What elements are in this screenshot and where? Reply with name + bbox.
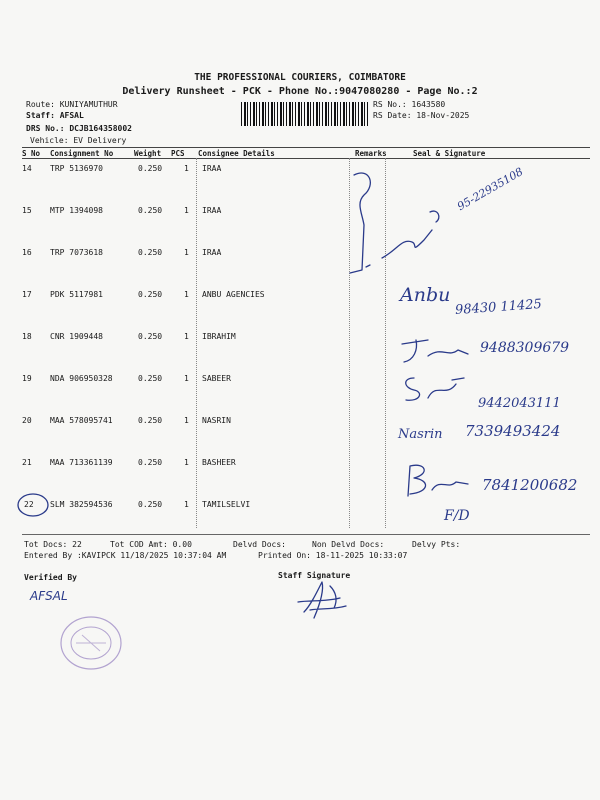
row-22-consignment: SLM 382594536: [50, 500, 113, 509]
row-18-pcs: 1: [184, 332, 189, 341]
row-20-weight: 0.250: [138, 416, 163, 425]
col-sno: S No: [22, 149, 41, 158]
col-consignment: Consignment No: [50, 149, 114, 158]
row-21-pcs: 1: [184, 458, 189, 467]
drs-number: DRS No.: DCJB164358002: [26, 124, 132, 133]
delivery-points: Delvy Pts:: [412, 540, 461, 549]
row-18-consignee: IBRAHIM: [202, 332, 236, 341]
column-divider: [196, 158, 197, 528]
verifier-handwritten: AFSAL: [30, 589, 68, 603]
handwritten-phone-20: 7339493424: [465, 422, 561, 440]
row-16-consignee: IRAA: [202, 248, 222, 257]
row-16-weight: 0.250: [138, 248, 163, 257]
entered-by: Entered By :KAVIPCK 11/18/2025 10:37:04 AM: [24, 551, 227, 560]
row-19-consignment: NDA 906950328: [50, 374, 113, 383]
row-20-sno: 20: [22, 416, 32, 425]
handwritten-name-17: Anbu: [400, 284, 451, 306]
row-17-weight: 0.250: [138, 290, 163, 299]
barcode: [241, 102, 369, 126]
row-18-sno: 18: [22, 332, 32, 341]
non-delivered-docs: Non Delvd Docs:: [312, 540, 385, 549]
row-22-weight: 0.250: [138, 500, 163, 509]
row-17-consignment: PDK 5117981: [50, 290, 103, 299]
row-20-consignment: MAA 578095741: [50, 416, 113, 425]
row-21-sno: 21: [22, 458, 32, 467]
delivered-docs: Delvd Docs:: [233, 540, 286, 549]
handwritten-phone-21: 7841200682: [482, 476, 578, 494]
total-docs: Tot Docs: 22: [24, 540, 82, 549]
row-19-sno: 19: [22, 374, 32, 383]
signature-row-15-icon: [372, 200, 532, 265]
row-21-weight: 0.250: [138, 458, 163, 467]
col-consignee: Consignee Details: [198, 149, 275, 158]
signature-row-18-icon: [398, 336, 478, 366]
col-seal: Seal & Signature: [413, 149, 486, 158]
row-14-weight: 0.250: [138, 164, 163, 173]
row-20-pcs: 1: [184, 416, 189, 425]
total-cod: Tot COD Amt: 0.00: [110, 540, 192, 549]
rs-date: RS Date: 18-Nov-2025: [373, 111, 470, 120]
row-14-pcs: 1: [184, 164, 189, 173]
row-14-consignee: IRAA: [202, 164, 222, 173]
row-16-consignment: TRP 7073618: [50, 248, 103, 257]
col-pcs: PCS: [171, 149, 185, 158]
row-21-consignment: MAA 713361139: [50, 458, 113, 467]
vehicle-label: Vehicle: EV Delivery: [30, 136, 127, 145]
row-16-pcs: 1: [184, 248, 189, 257]
handwritten-phone-17: 98430 11425: [454, 296, 543, 319]
printed-on: Printed On: 18-11-2025 10:33:07: [258, 551, 408, 560]
row-19-weight: 0.250: [138, 374, 163, 383]
row-19-consignee: SABEER: [202, 374, 231, 383]
row-15-pcs: 1: [184, 206, 189, 215]
row-15-sno: 15: [22, 206, 32, 215]
row-17-sno: 17: [22, 290, 32, 299]
stamp-icon: [58, 613, 128, 673]
row-15-consignee: IRAA: [202, 206, 222, 215]
row-22-consignee: TAMILSELVI: [202, 500, 251, 509]
col-remarks: Remarks: [355, 149, 387, 158]
row-14-consignment: TRP 5136970: [50, 164, 103, 173]
row-17-consignee: ANBU AGENCIES: [202, 290, 265, 299]
handwritten-phone-18: 9488309679: [480, 340, 570, 356]
company-title: THE PROFESSIONAL COURIERS, COIMBATORE: [194, 72, 406, 83]
staff-signature-label: Staff Signature: [278, 571, 351, 580]
row-20-consignee: NASRIN: [202, 416, 231, 425]
route-label: Route: KUNIYAMUTHUR: [26, 100, 118, 109]
row-22-sno: 22: [24, 500, 34, 509]
circle-mark-icon: [12, 490, 52, 520]
handwritten-phone-19: 9442043111: [478, 396, 561, 411]
handwritten-name-20: Nasrin: [398, 427, 443, 442]
col-weight: Weight: [134, 149, 162, 158]
signature-row-19-icon: [400, 372, 480, 404]
row-14-sno: 14: [22, 164, 32, 173]
row-15-weight: 0.250: [138, 206, 163, 215]
row-17-pcs: 1: [184, 290, 189, 299]
row-16-sno: 16: [22, 248, 32, 257]
row-21-consignee: BASHEER: [202, 458, 236, 467]
row-18-consignment: CNR 1909448: [50, 332, 103, 341]
staff-label: Staff: AFSAL: [26, 111, 84, 120]
row-18-weight: 0.250: [138, 332, 163, 341]
footer-rule: [22, 534, 590, 535]
row-15-consignment: MTP 1394098: [50, 206, 103, 215]
header-top-rule: [22, 147, 590, 148]
signature-row-21-icon: [400, 460, 480, 500]
header-bottom-rule: [22, 158, 590, 159]
staff-signature-icon: [290, 578, 360, 623]
handwritten-fd-22: F/D: [444, 508, 470, 524]
row-19-pcs: 1: [184, 374, 189, 383]
row-22-pcs: 1: [184, 500, 189, 509]
verified-by-label: Verified By: [24, 573, 77, 582]
handwritten-phone-15: 95-22935108: [455, 165, 526, 214]
runsheet-subtitle: Delivery Runsheet - PCK - Phone No.:9047080280 - Page No.:2: [122, 86, 478, 97]
rs-number: RS No.: 1643580: [373, 100, 446, 109]
